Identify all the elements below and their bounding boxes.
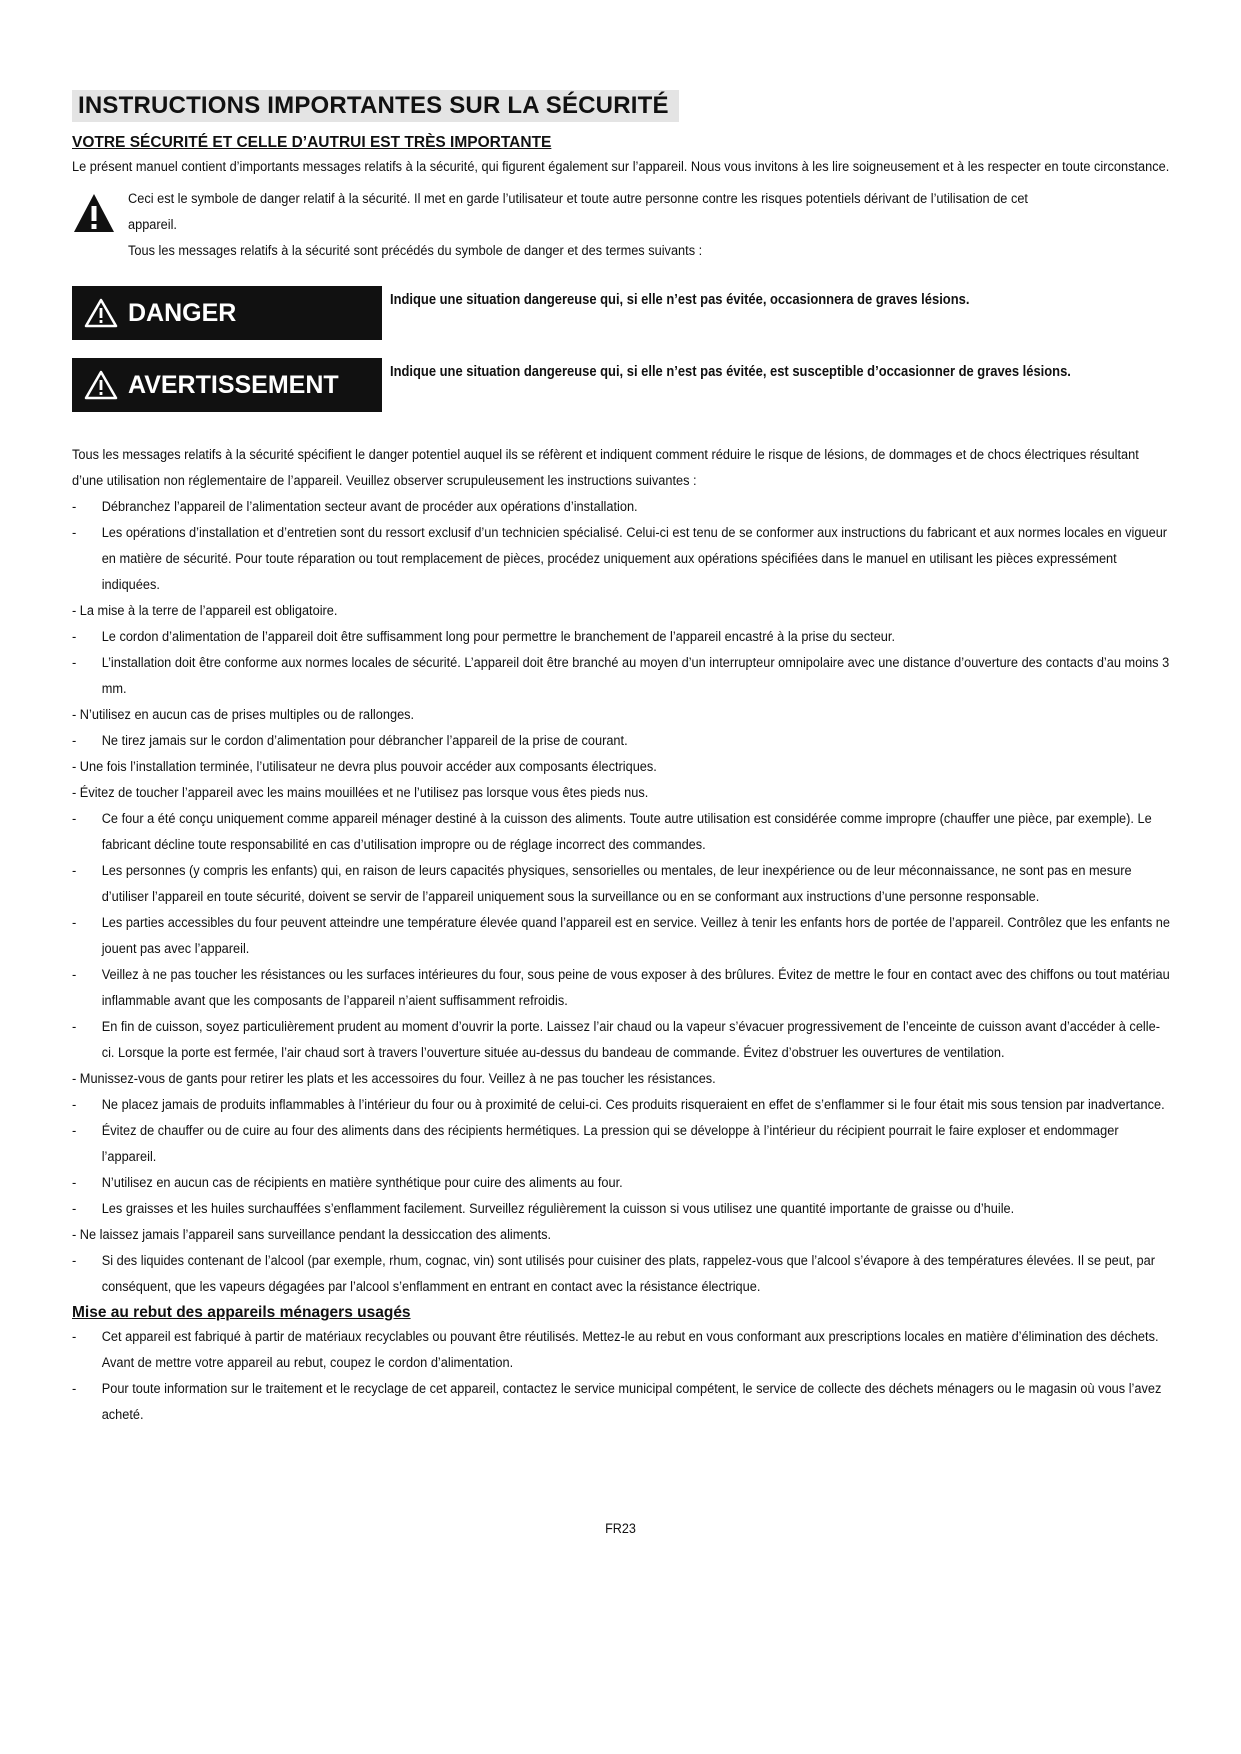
hazard-danger <box>72 286 1177 340</box>
list-item: - Si des liquides contenant de l’alcool (par exemple, rhum, cognac, vin) sont utilisés pour cuisiner des plats, rappelez-vous que l’alcool s’évapore à des températures élevées. Il se peut, par conséquent, que les vapeurs dégagées par l’alcool s’enflamment en entrant en contact avec la résistance électrique. <box>72 1248 1172 1300</box>
list-item: - Cet appareil est fabriqué à partir de matériaux recyclables ou pouvant être réutilisés. Mettez-le au rebut en vous conformant aux prescriptions locales en matière d’élimination des déchets. Avant de mettre votre appareil au rebut, coupez le cordon d’alimentation. <box>72 1324 1172 1376</box>
page-title: INSTRUCTIONS IMPORTANTES SUR LA SÉCURITÉ <box>72 90 679 122</box>
warning-description: Indique une situation dangereuse qui, si elle n’est pas évitée, est susceptible d’occasionner de graves lésions. <box>390 364 1071 380</box>
list-item: - Pour toute information sur le traitement et le recyclage de cet appareil, contactez le service municipal compétent, le service de collecte des déchets ménagers ou le magasin où vous l’avez acheté. <box>72 1376 1172 1428</box>
instructions-list <box>72 494 1172 1300</box>
list-item: - Débranchez l’appareil de l’alimentation secteur avant de procéder aux opérations d’installation. <box>72 494 1172 520</box>
list-item: - Les graisses et les huiles surchauffées s’enflamment facilement. Surveillez régulièrement la cuisson si vous utilisez une quantité importante de graisse ou d’huile. <box>72 1196 1172 1222</box>
list-item: - Veillez à ne pas toucher les résistances ou les surfaces intérieures du four, sous peine de vous exposer à des brûlures. Évitez de mettre le four en contact avec des chiffons ou tout matériau inflammable avant que les composants de l’appareil n’aient suffisamment refroidis. <box>72 962 1172 1014</box>
body-intro: Tous les messages relatifs à la sécurité spécifient le danger potentiel auquel ils se réfèrent et indiquent comment réduire le risque de lésions, de dommages et de chocs électriques résultant d’une utilisation non réglementaire de l’appareil. Veuillez observer scrupuleusement les instructions suivantes : <box>72 447 1139 489</box>
hazard-warning <box>72 358 1177 412</box>
list-item: - N’utilisez en aucun cas de récipients en matière synthétique pour cuire des aliments au four. <box>72 1170 1172 1196</box>
danger-description: Indique une situation dangereuse qui, si elle n’est pas évitée, occasionnera de graves lésions. <box>390 292 970 308</box>
list-item: - Évitez de toucher l’appareil avec les mains mouillées et ne l’utilisez pas lorsque vous êtes pieds nus. <box>72 780 1172 806</box>
list-item: - Les parties accessibles du four peuvent atteindre une température élevée quand l’appareil est en service. Veillez à tenir les enfants hors de portée de l’appareil. Contrôlez que les enfants ne jouent pas avec l’appareil. <box>72 910 1172 962</box>
symbol-text-1: Ceci est le symbole de danger relatif à la sécurité. Il met en garde l’utilisateur et toute autre personne contre les risques potentiels dérivant de l’utilisation de cet appareil. <box>128 191 1028 233</box>
disposal-section <box>72 1324 1172 1428</box>
intro-paragraph: Le présent manuel contient d’importants messages relatifs à la sécurité, qui figurent également sur l’appareil. Nous vous invitons à les lire soigneusement et à les respecter en toute circonstance. <box>72 159 1170 175</box>
symbol-text-2: Tous les messages relatifs à la sécurité sont précédés du symbole de danger et des termes suivants : <box>128 243 703 259</box>
list-item: - L’installation doit être conforme aux normes locales de sécurité. L’appareil doit être branché au moyen d’un interrupteur omnipolaire avec une distance d’ouverture des contacts d’au moins 3 mm. <box>72 650 1172 702</box>
warning-outline-icon <box>84 370 118 400</box>
list-item: - Une fois l’installation terminée, l’utilisateur ne devra plus pouvoir accéder aux composants électriques. <box>72 754 1172 780</box>
danger-label-box <box>72 286 382 340</box>
instructions-body <box>72 442 1172 1300</box>
page-content <box>72 90 1177 1428</box>
list-item: - Évitez de chauffer ou de cuire au four des aliments dans des récipients hermétiques. La pression qui se développe à l’intérieur du récipient pourrait le faire exploser et endommager l’appareil. <box>72 1118 1172 1170</box>
warning-outline-icon <box>84 298 118 328</box>
list-item: - Les opérations d’installation et d’entretien sont du ressort exclusif d’un technicien spécialisé. Celui-ci est tenu de se conformer aux instructions du fabricant et aux normes locales en vigueur en matière de sécurité. Pour toute réparation ou tout remplacement de pièces, procédez uniquement aux opérations spécifiées dans le manuel en utilisant les pièces expressément indiquées. <box>72 520 1172 598</box>
list-item: - Ne tirez jamais sur le cordon d’alimentation pour débrancher l’appareil de la prise de courant. <box>72 728 1172 754</box>
list-item: - Ce four a été conçu uniquement comme appareil ménager destiné à la cuisson des aliments. Toute autre utilisation est considérée comme impropre (chauffer une pièce, par exemple). Le fabricant décline toute responsabilité en cas d’utilisation impropre ou de réglage incorrect des commandes. <box>72 806 1172 858</box>
page-number: FR23 <box>605 1520 636 1536</box>
warning-label: AVERTISSEMENT <box>128 370 339 399</box>
safety-symbol-row <box>72 186 1177 264</box>
disposal-list <box>72 1324 1172 1428</box>
list-item: - Munissez-vous de gants pour retirer les plats et les accessoires du four. Veillez à ne pas toucher les résistances. <box>72 1066 1172 1092</box>
list-item: - La mise à la terre de l’appareil est obligatoire. <box>72 598 1172 624</box>
list-item: - Les personnes (y compris les enfants) qui, en raison de leurs capacités physiques, sensorielles ou mentales, de leur inexpérience ou de leur méconnaissance, ne sont pas en mesure d’utiliser l’appareil en toute sécurité, doivent se servir de l’appareil uniquement sous la surveillance ou en se conformant aux instructions d’une personne responsable. <box>72 858 1172 910</box>
danger-label: DANGER <box>128 298 237 327</box>
list-item: - Ne laissez jamais l’appareil sans surveillance pendant la dessiccation des aliments. <box>72 1222 1172 1248</box>
list-item: - En fin de cuisson, soyez particulièrement prudent au moment d’ouvrir la porte. Laissez l’air chaud ou la vapeur s’évacuer progressivement de l’enceinte de cuisson avant d’accéder à celle-ci. Lorsque la porte est fermée, l’air chaud sort à travers l’ouverture située au-dessus du bandeau de commande. Évitez d’obstruer les ouvertures de ventilation. <box>72 1014 1172 1066</box>
disposal-title: Mise au rebut des appareils ménagers usagés <box>72 1304 411 1321</box>
list-item: - N’utilisez en aucun cas de prises multiples ou de rallonges. <box>72 702 1172 728</box>
symbol-description <box>128 186 1072 264</box>
warning-triangle-icon <box>72 192 128 241</box>
list-item: - Le cordon d’alimentation de l’appareil doit être suffisamment long pour permettre le branchement de l’appareil encastré à la prise du secteur. <box>72 624 1172 650</box>
warning-label-box <box>72 358 382 412</box>
list-item: - Ne placez jamais de produits inflammables à l’intérieur du four ou à proximité de celui-ci. Ces produits risqueraient en effet de s’enflammer si le four était mis sous tension par inadvertance. <box>72 1092 1172 1118</box>
section-subtitle: VOTRE SÉCURITÉ ET CELLE D’AUTRUI EST TRÈS IMPORTANTE <box>72 134 552 151</box>
